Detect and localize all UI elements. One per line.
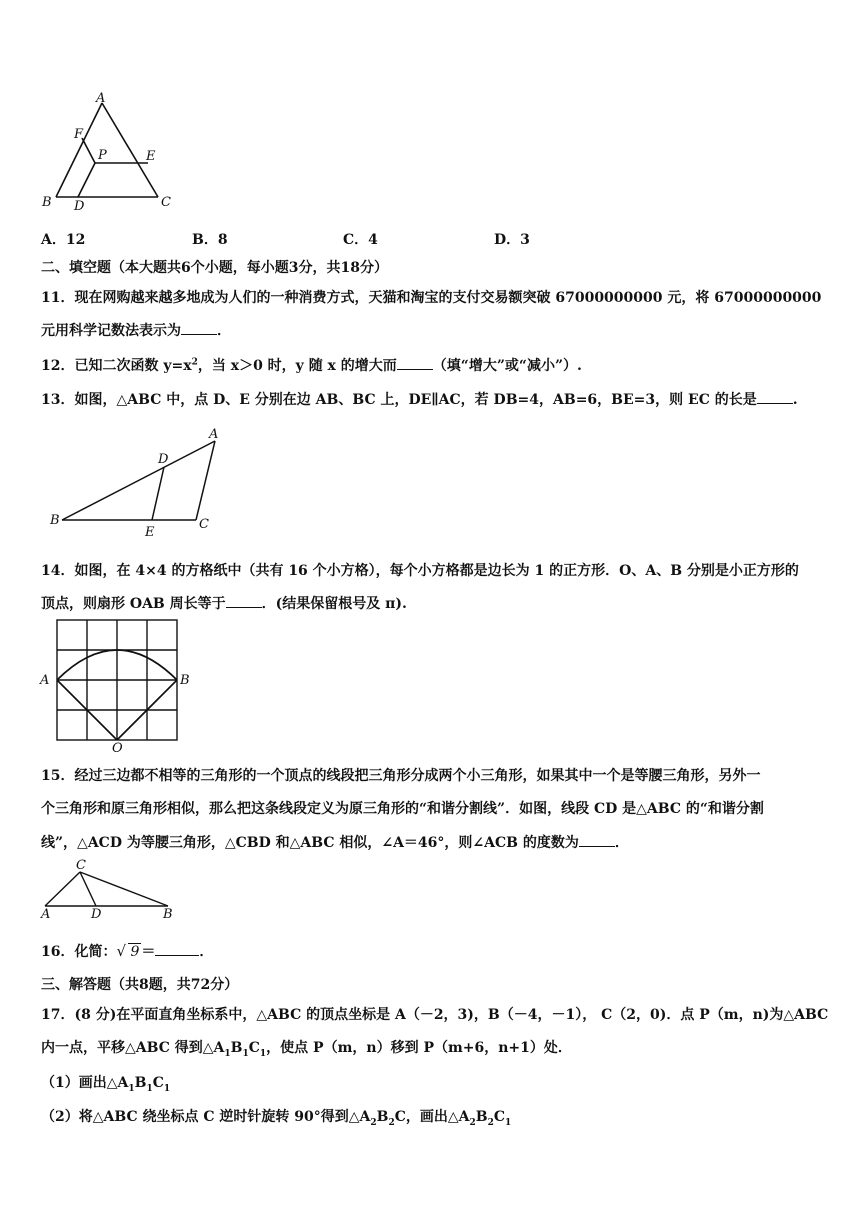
label-o: O	[112, 741, 123, 755]
segment-pd	[78, 163, 95, 197]
q15-line-1: 15．经过三边都不相等的三角形的一个顶点的线段把三角形分成两个小三角形，如果其中一个是等腰三角形，另外一	[41, 768, 761, 784]
label-c: C	[199, 517, 209, 532]
label-a: A	[96, 91, 106, 106]
label-a: A	[209, 427, 219, 442]
q15-line-3: 线”，△ACD 为等腰三角形，△CBD 和△ABC 相似，∠A＝46°，则∠ACB 的度数为 ．	[41, 835, 629, 851]
q14-line-2: 顶点，则扇形 OAB 周长等于 ．(结果保留根号及 π).	[41, 596, 407, 612]
option-d: D．3	[494, 232, 530, 248]
q17-line-1: 17．(8 分)在平面直角坐标系中，△ABC 的顶点坐标是 A（－2，3)，B（－4，－1）， C（2，0)．点 P（m，n)为△ABC	[41, 1007, 829, 1023]
label-d: D	[74, 199, 85, 214]
option-c: C．4	[343, 232, 378, 248]
label-f: F	[74, 127, 84, 142]
side-ac	[196, 441, 215, 520]
option-b: B．8	[192, 232, 228, 248]
q11-line-2: 元用科学记数法表示为 ．	[41, 323, 231, 339]
side-ab	[56, 103, 102, 197]
q16: 16．化简： √ 9 ＝ ．	[41, 942, 214, 960]
triangle-figure-1	[38, 88, 188, 216]
label-c: C	[76, 858, 86, 873]
triangle-figure-15	[38, 855, 188, 923]
triangle-figure-13	[44, 425, 224, 540]
label-p: P	[98, 148, 107, 163]
q15-line-2: 个三角形和原三角形相似，那么把这条线段定义为原三角形的“和谐分割线”．如图，线段 CD 是△ABC 的“和谐分割	[41, 801, 764, 817]
label-c: C	[161, 195, 171, 210]
side-ba	[62, 441, 215, 520]
label-b: B	[50, 513, 60, 528]
square-root: √ 9	[116, 942, 140, 960]
label-d: D	[91, 907, 102, 922]
label-e: E	[145, 525, 155, 540]
q12: 12．已知二次函数 $y=x^2$，当 x＞0 时，y 随 x 的增大而 （填“增大”或“减小”）.	[41, 357, 582, 374]
q11-line-1: 11．现在网购越来越多地成为人们的一种消费方式，天猫和淘宝的支付交易额突破 67000000000 元，将 67000000000	[41, 290, 822, 306]
option-a: A．12	[41, 232, 86, 248]
q14-line-1: 14．如图，在 4×4 的方格纸中（共有 16 个小方格），每个小方格都是边长为 1 的正方形．O、A、B 分别是小正方形的	[41, 563, 799, 579]
section-3-heading: 三、解答题（共8题，共72分）	[41, 977, 239, 993]
label-a: A	[41, 907, 51, 922]
label-d: D	[158, 452, 169, 467]
side-ac	[45, 872, 80, 906]
q17-line-2: 内一点，平移△ABC 得到$\triangle A_1B_1C_1$，使点 P（m，n）移到 P（m+6，n+1）处．	[41, 1040, 572, 1059]
segment-pf	[82, 138, 95, 163]
q17-part-2: （2）将△ABC 绕坐标点 C 逆时针旋转 90°得到$\triangle A_2B_2C$，画出$\triangle A_2B_2C_1$	[41, 1109, 512, 1128]
grid-sector-figure	[38, 615, 198, 755]
segment-de	[152, 467, 164, 520]
q17-part-1: （1）画出$\triangle A_1B_1C_1$	[41, 1075, 171, 1094]
label-b: B	[163, 907, 173, 922]
q13: 13．如图，△ABC 中，点 D、E 分别在边 AB、BC 上，DE∥AC，若 DB=4，AB=6，BE=3，则 EC 的长是 .	[41, 392, 798, 408]
label-e: E	[146, 149, 156, 164]
label-a: A	[40, 673, 50, 688]
label-b: B	[42, 195, 52, 210]
label-b: B	[180, 673, 190, 688]
section-2-heading: 二、填空题（本大题共6个小题，每小题3分，共18分）	[41, 260, 388, 276]
